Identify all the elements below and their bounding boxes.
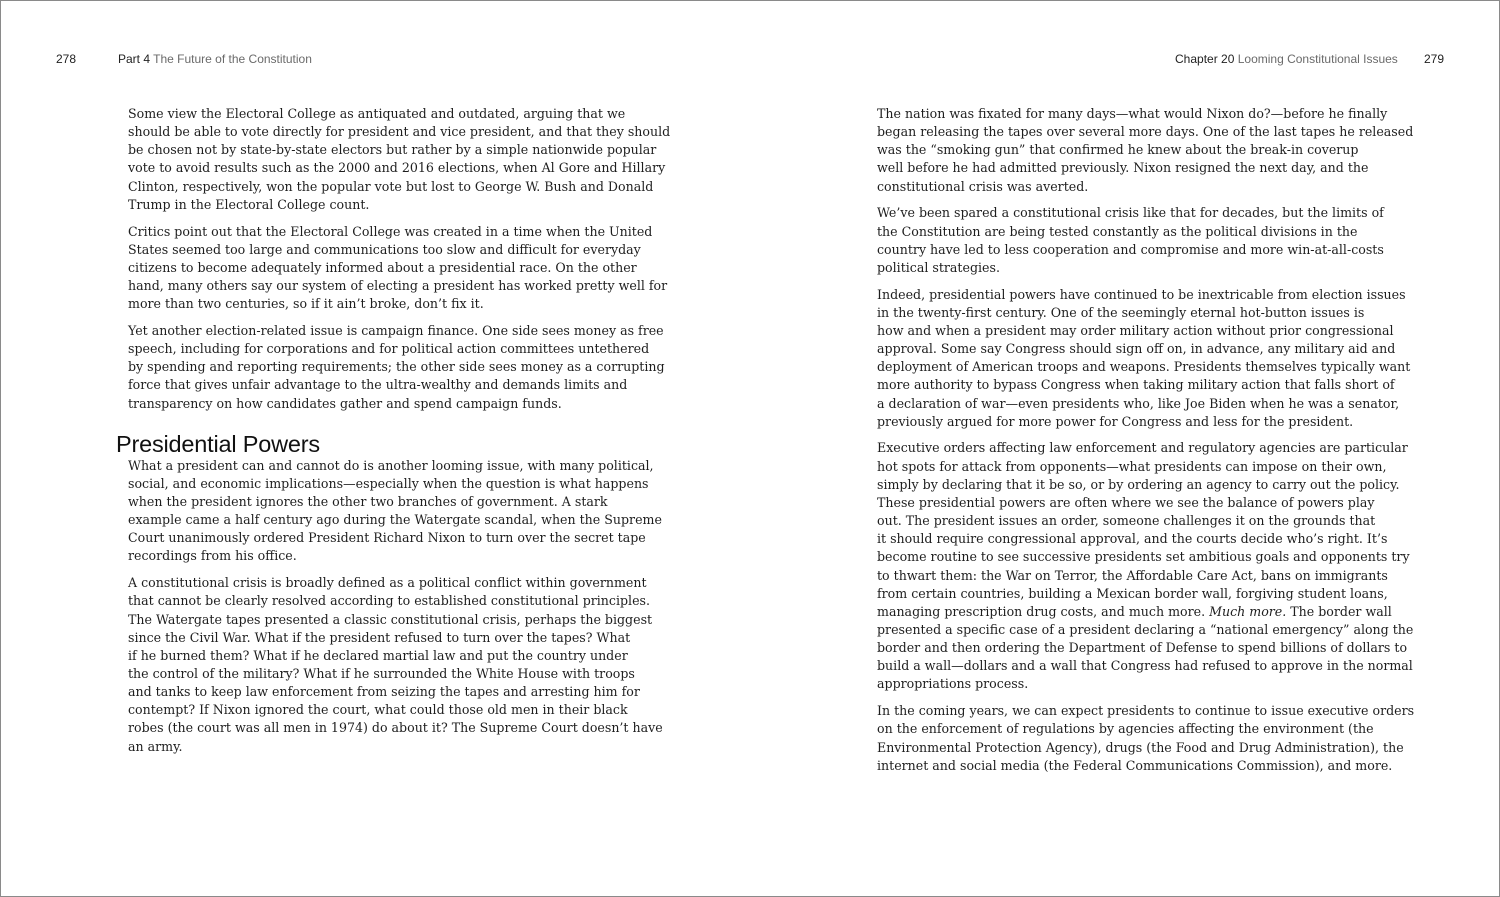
body-paragraph [128,223,668,314]
body-paragraph [128,105,671,214]
text-line: an army. [128,738,183,754]
text-line: social, and economic implications—especially when the question is what happens [128,475,649,491]
text-line: simply by declaring that it be so, or by ordering an agency to carry out the policy. [877,476,1400,492]
text-line: States seemed too large and communications too slow and difficult for everyday [128,241,641,257]
text-line: We’ve been spared a constitutional crisis like that for decades, but the limits of [877,205,1384,221]
text-line: presented a specific case of a president declaring a “national emergency” along the [877,622,1414,637]
text-line: previously argued for more power for Congress and less for the president. [877,413,1354,429]
text-line: should be able to vote directly for president and vice president, and that they should [128,124,671,140]
text-line: Executive orders affecting law enforcement and regulatory agencies are particular [877,440,1408,456]
section-heading: Presidential Powers [116,430,320,457]
text-line: how and when a president may order military action without prior congressional [877,322,1394,338]
text-line: be chosen not by state-by-state electors but rather by a simple nationwide popular [128,142,657,158]
text-line: Yet another election-related issue is campaign finance. One side sees money as free [128,322,664,338]
body-paragraph [128,457,662,566]
text-line: vote to avoid results such as the 2000 and 2016 elections, when Al Gore and Hillary [128,160,666,176]
text-line: appropriations process. [877,676,1029,692]
text-line: that cannot be clearly resolved according to established constitutional principles. [128,593,651,609]
text-line: the control of the military? What if he surrounded the White House with troops [128,666,635,681]
text-line: internet and social media (the Federal Communications Commission), and more. [877,757,1393,773]
text-line: began releasing the tapes over several more days. One of the last tapes he released [877,124,1414,140]
text-line: Indeed, presidential powers have continued to be inextricable from election issues [877,286,1406,302]
text-line: from certain countries, building a Mexican border wall, forgiving student loans, [877,585,1388,601]
text-line: A constitutional crisis is broadly defined as a political conflict within government [128,575,647,591]
part-number: Part 4 [118,52,151,66]
body-paragraph [877,105,1414,196]
left-intro-paragraphs [128,105,671,413]
body-paragraph [877,702,1415,775]
text-line: example came a half century ago during the Watergate scandal, when the Supreme [128,512,662,528]
text-line: contempt? If Nixon ignored the court, what could those old men in their black [128,702,628,718]
right-page-body [877,105,1415,783]
text-line: it should require congressional approval, and the courts decide who’s right. It’s [877,531,1388,547]
body-paragraph [877,286,1411,431]
emphasis-text: Much more. [1209,603,1287,619]
text-line: constitutional crisis was averted. [877,178,1089,194]
text-line: robes (the court was all men in 1974) do about it? The Supreme Court doesn’t have [128,720,663,736]
text-line: border and then ordering the Department of Defense to spend billions of dollars to [877,640,1408,656]
text-line: transparency on how candidates gather and spend campaign funds. [128,395,562,411]
text-line: The nation was fixated for many days—what would Nixon do?—before he finally [877,106,1388,121]
text-line: Some view the Electoral College as antiquated and outdated, arguing that we [128,106,626,121]
text-line: Court unanimously ordered President Richard Nixon to turn over the secret tape [128,530,646,546]
body-paragraph [128,322,665,413]
text-line: Critics point out that the Electoral College was created in a time when the United [128,223,653,239]
text-line: recordings from his office. [128,548,297,564]
text-line: build a wall—dollars and a wall that Congress had refused to approve in the normal [877,658,1413,674]
text-line: force that gives unfair advantage to the ultra-wealthy and demands limits and [128,377,628,393]
left-page-body [116,105,671,764]
text-line: the Constitution are being tested constantly as the political divisions in the [877,223,1358,239]
text-line: hand, many others say our system of electing a president has worked pretty well for [128,278,668,293]
text-line: political strategies. [877,259,1000,275]
left-page-number: 278 [56,52,77,66]
right-page-number: 279 [1424,52,1445,66]
text-line: These presidential powers are often where we see the balance of powers play [877,494,1375,510]
chapter-title: Looming Constitutional Issues [1237,52,1398,66]
text-line: managing prescription drug costs, and much more. Much more. The border wall [877,603,1392,619]
text-line: in the twenty-first century. One of the seemingly eternal hot-button issues is [877,304,1365,320]
text-line: In the coming years, we can expect presidents to continue to issue executive orders [877,703,1415,719]
text-line: deployment of American troops and weapons. Presidents themselves typically want [877,359,1411,375]
text-line: approval. Some say Congress should sign off on, in advance, any military aid and [877,341,1396,357]
right-paragraphs [877,105,1415,775]
text-line: and tanks to keep law enforcement from seizing the tapes and arresting him for [128,684,640,700]
text-line: hot spots for attack from opponents—what presidents can impose on their own, [877,458,1387,474]
text-line: well before he had admitted previously. Nixon resigned the next day, and the [877,160,1369,176]
text-line: What a president can and cannot do is another looming issue, with many political, [128,457,654,473]
text-line: by spending and reporting requirements; the other side sees money as a corrupting [128,359,665,375]
text-line: to thwart them: the War on Terror, the Affordable Care Act, bans on immigrants [877,567,1388,583]
chapter-running-head [1175,52,1398,66]
part-running-head [118,52,312,66]
text-line: speech, including for corporations and for political action committees untethered [128,341,650,357]
text-line: citizens to become adequately informed about a presidential race. On the other [128,259,637,275]
text-line: country have led to less cooperation and compromise and more win-at-all-costs [877,241,1384,257]
chapter-number: Chapter 20 [1175,52,1235,66]
text-line: more authority to bypass Congress when taking military action that falls short of [877,377,1395,393]
body-paragraph [128,574,663,756]
body-paragraph [877,204,1389,277]
text-line: Environmental Protection Agency), drugs (the Food and Drug Administration), the [877,739,1404,755]
text-line: Trump in the Electoral College count. [128,196,370,212]
text-line: on the enforcement of regulations by agencies affecting the environment (the [877,721,1374,737]
text-line: was the “smoking gun” that confirmed he knew about the break-in coverup [877,142,1359,158]
text-line: when the president ignores the other two branches of government. A stark [128,494,608,509]
text-line: a declaration of war—even presidents who, like Joe Biden when he was a senator, [877,395,1400,411]
text-line: more than two centuries, so if it ain’t broke, don’t fix it. [128,296,484,312]
text-line: The Watergate tapes presented a classic constitutional crisis, perhaps the biggest [128,611,653,627]
text-line: out. The president issues an order, someone challenges it on the grounds that [877,513,1376,529]
body-paragraph [877,439,1414,693]
part-title: The Future of the Constitution [153,52,312,66]
text-line: Clinton, respectively, won the popular vote but lost to George W. Bush and Donald [128,178,654,194]
text-line: since the Civil War. What if the president refused to turn over the tapes? What [128,629,631,645]
text-line: if he burned them? What if he declared martial law and put the country under [128,647,628,663]
left-section-paragraphs [128,457,663,756]
text-line: become routine to see successive presidents set ambitious goals and opponents try [877,549,1410,565]
